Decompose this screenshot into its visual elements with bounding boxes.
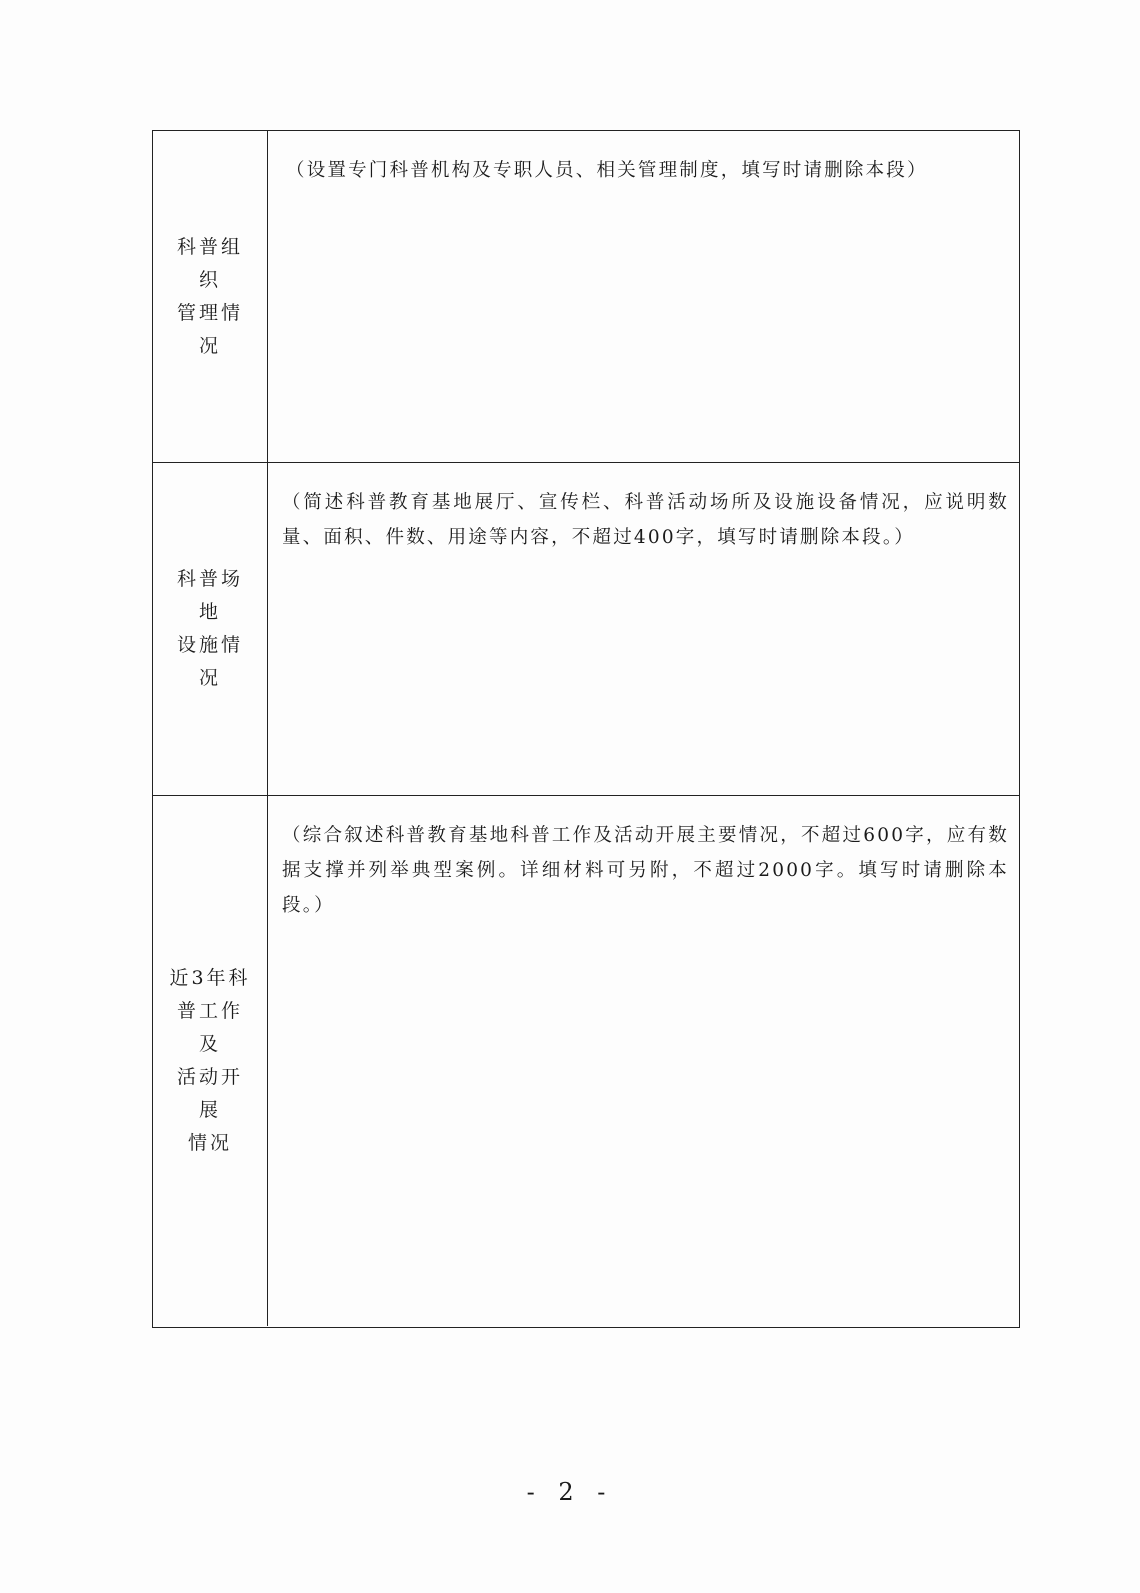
application-form-table xyxy=(152,130,1020,1328)
row-label-organization: 科普组织 管理情况 xyxy=(176,235,243,357)
row-label-facilities: 科普场地 设施情况 xyxy=(176,568,243,689)
instruction-note-facilities: （简述科普教育基地展厅、宣传栏、科普活动场所及设施设备情况，应说明数量、面积、件数、用途等内容，不超过400字，填写时请删除本段。） xyxy=(282,492,1009,548)
instruction-note-activities: （综合叙述科普教育基地科普工作及活动开展主要情况，不超过600字，应有数据支撑并列举典型案例。详细材料可另附，不超过2000字。填写时请删除本段。） xyxy=(282,825,1009,916)
row-content-cell-facilities[interactable] xyxy=(268,463,1019,795)
row-label-cell xyxy=(153,131,268,462)
row-label-cell xyxy=(153,796,268,1326)
table-row-activities xyxy=(153,796,1019,1326)
row-label-cell xyxy=(153,463,268,795)
page-number: - 2 - xyxy=(526,1478,614,1506)
table-row-facilities xyxy=(153,463,1019,796)
row-content-cell-organization[interactable] xyxy=(268,131,1019,462)
table-row-organization xyxy=(153,131,1019,463)
row-content-cell-activities[interactable] xyxy=(268,796,1019,1326)
row-label-activities: 近3年科 普工作及 活动开展 情况 xyxy=(169,967,251,1154)
instruction-note-organization: （设置专门科普机构及专职人员、相关管理制度，填写时请删除本段） xyxy=(286,160,928,181)
